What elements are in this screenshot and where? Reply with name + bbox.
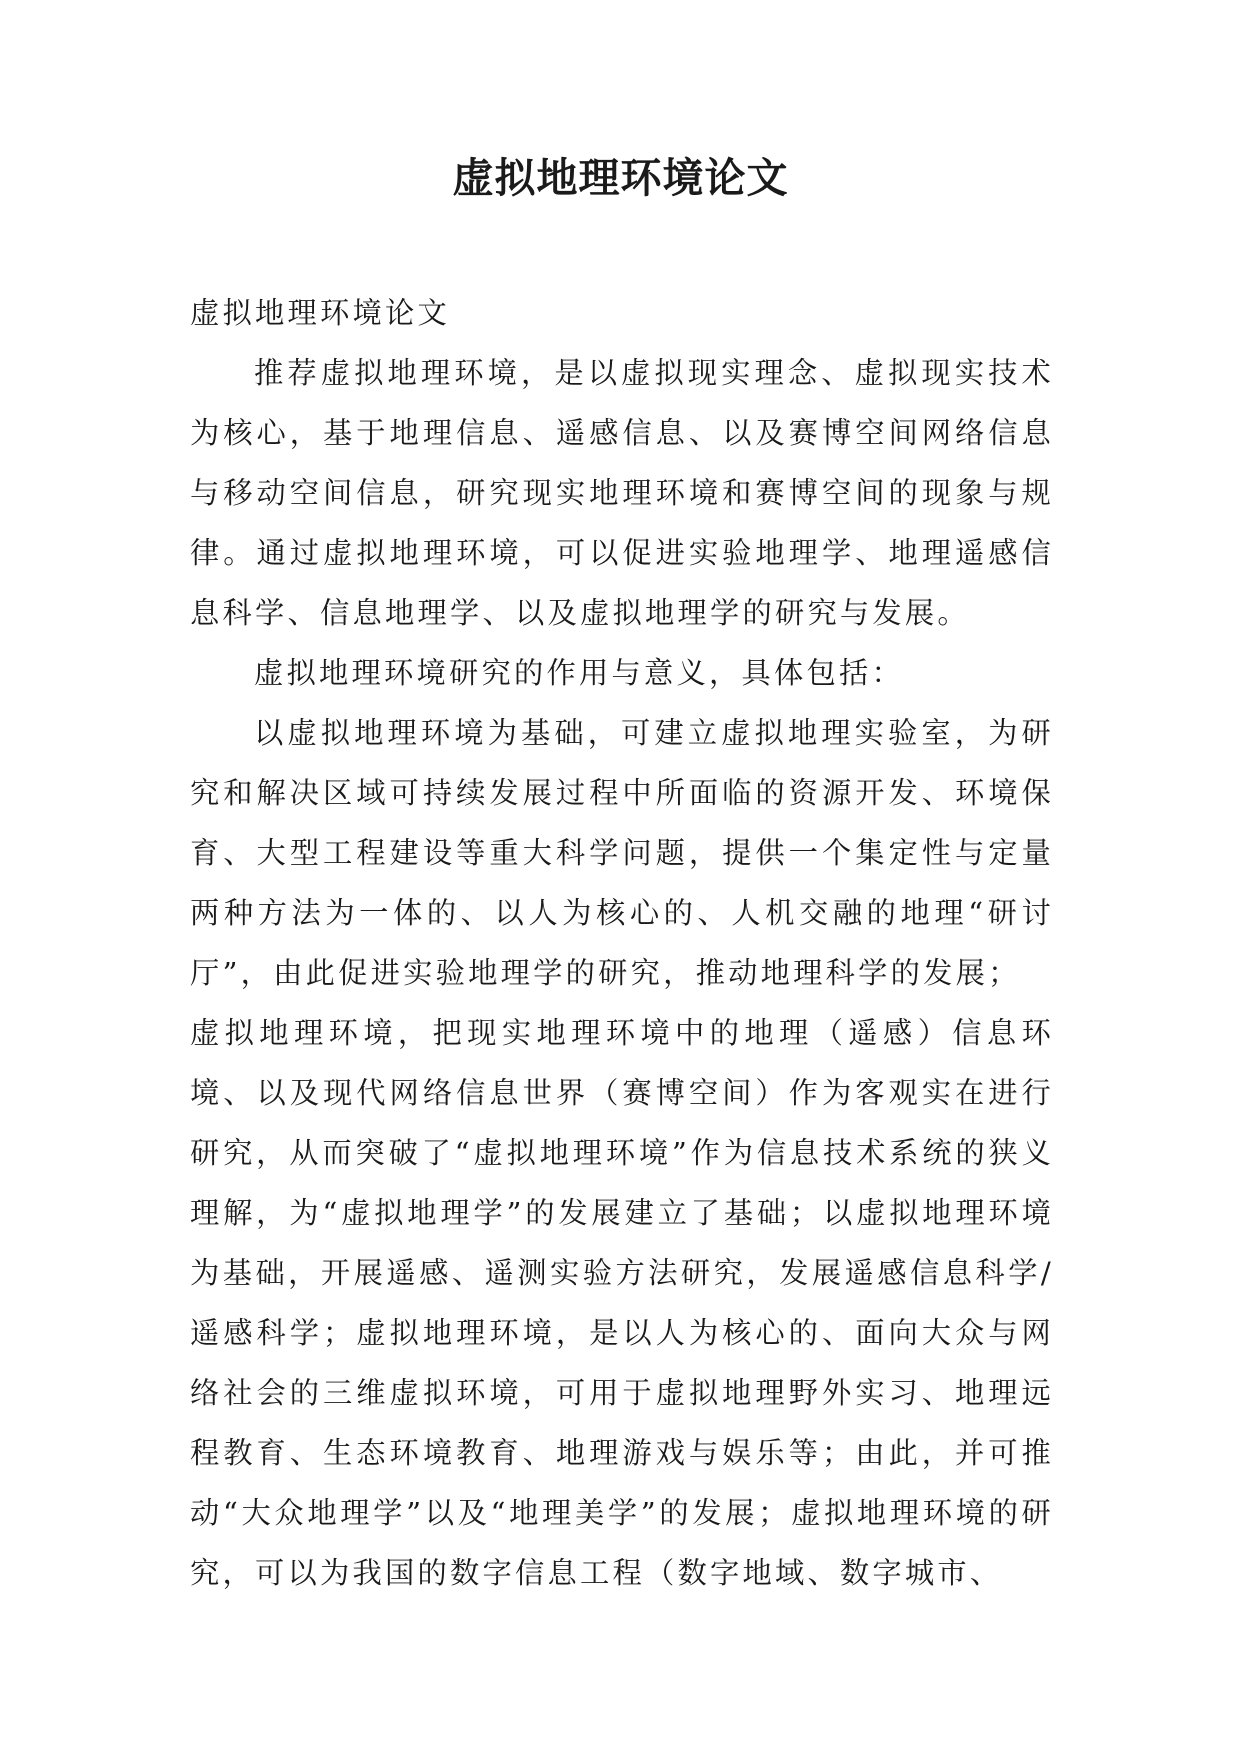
- body-paragraph-lab: 以虚拟地理环境为基础，可建立虚拟地理实验室，为研究和解决区域可持续发展过程中所面临的资源开发、环境保育、大型工程建设等重大科学问题，提供一个集定性与定量两种方法为一体的、以人为核心的、人机交融的地理“研讨厅”，由此促进实验地理学的研究，推动地理科学的发展；: [190, 716, 1054, 990]
- body-paragraph-significance-lead: 虚拟地理环境研究的作用与意义，具体包括：: [254, 656, 904, 690]
- document-title: 虚拟地理环境论文: [452, 154, 789, 202]
- document-body: [190, 283, 1054, 1603]
- body-heading-line: 虚拟地理环境论文: [190, 296, 450, 330]
- body-paragraph-details: 虚拟地理环境，把现实地理环境中的地理（遥感）信息环境、以及现代网络信息世界（赛博空间）作为客观实在进行研究，从而突破了“虚拟地理环境”作为信息技术系统的狭义理解，为“虚拟地理学”的发展建立了基础；以虚拟地理环境为基础，开展遥感、遥测实验方法研究，发展遥感信息科学/遥感科学；虚拟地理环境，是以人为核心的、面向大众与网络社会的三维虚拟环境，可用于虚拟地理野外实习、地理远程教育、生态环境教育、地理游戏与娱乐等；由此，并可推动“大众地理学”以及“地理美学”的发展；虚拟地理环境的研究，可以为我国的数字信息工程（数字地域、数字城市、: [190, 1016, 1054, 1590]
- body-paragraph-intro: 推荐虚拟地理环境，是以虚拟现实理念、虚拟现实技术为核心，基于地理信息、遥感信息、以及赛博空间网络信息与移动空间信息，研究现实地理环境和赛博空间的现象与规律。通过虚拟地理环境，可以促进实验地理学、地理遥感信息科学、信息地理学、以及虚拟地理学的研究与发展。: [190, 356, 1054, 630]
